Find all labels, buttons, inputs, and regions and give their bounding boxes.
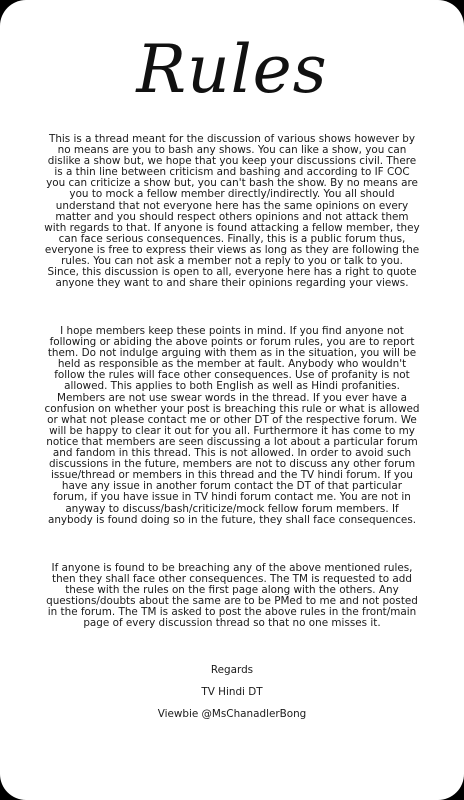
signoff-team: TV Hindi DT (201, 686, 263, 698)
rules-paragraph-2: I hope members keep these points in mind. If you find anyone not following or abiding the above points or forum rules, you are to report them. Do not indulge arguing with them as in the situation, you will be held as responsible as the member at fault. Anybody who wouldn't follow the rules will face other consequences. Use of profanity is not allowed. This applies to both English as well as Hindi profanities. Members are not use swear words in the thread. If you ever have a confusion on whether your post is breaching this rule or what is allowed or what not please contact me or other DT of the respective forum. We will be happy to clear it out for you all. Furthermore it has come to my notice that members are seen discussing a lot about a particular forum and fandom in this thread. This is not allowed. In order to avoid such discussions in the future, members are not to discuss any other forum issue/thread or members in this thread and the TV hindi forum. If you have any issue in another forum contact the DT of that particular forum, if you have issue in TV hindi forum contact me. You are not in anyway to discuss/bash/criticize/mock fellow forum members. If anybody is found doing so in the future, they shall face consequences. (44, 325, 420, 526)
rules-paragraph-3: If anyone is found to be breaching any of the above mentioned rules, then they shall face other consequences. The TM is requested to add these with the rules on the first page along with the others. Any questions/doubts about the same are to be PMed to me and not posted in the forum. The TM is asked to post the above rules in the front/main page of every discussion thread so that no one misses it. (46, 562, 418, 630)
rules-paragraph-1: This is a thread meant for the discussion of various shows however by no means are you to bash any shows. You can like a show, you can dislike a show but, we hope that you keep your discussions civil. There is a thin line between criticism and bashing and according to IF COC you can criticize a show but, you can't bash the show. By no means are you to mock a fellow member directly/indirectly. You all should understand that not everyone here has the same opinions on every matter and you should respect others opinions and not attack them with regards to that. If anyone is found attacking a fellow member, they can face serious consequences. Finally, this is a public forum thus, everyone is free to express their views as long as they are following the rules. You can not ask a member not a reply to you or talk to you. Since, this discussion is open to all, everyone here has a right to quote anyone they want to and share their opinions regarding your views. (44, 133, 420, 290)
signoff-credit: Viewbie @MsChanadlerBong (157, 708, 307, 720)
page-title: Rules (136, 31, 328, 108)
signoff-regards: Regards (210, 664, 254, 676)
